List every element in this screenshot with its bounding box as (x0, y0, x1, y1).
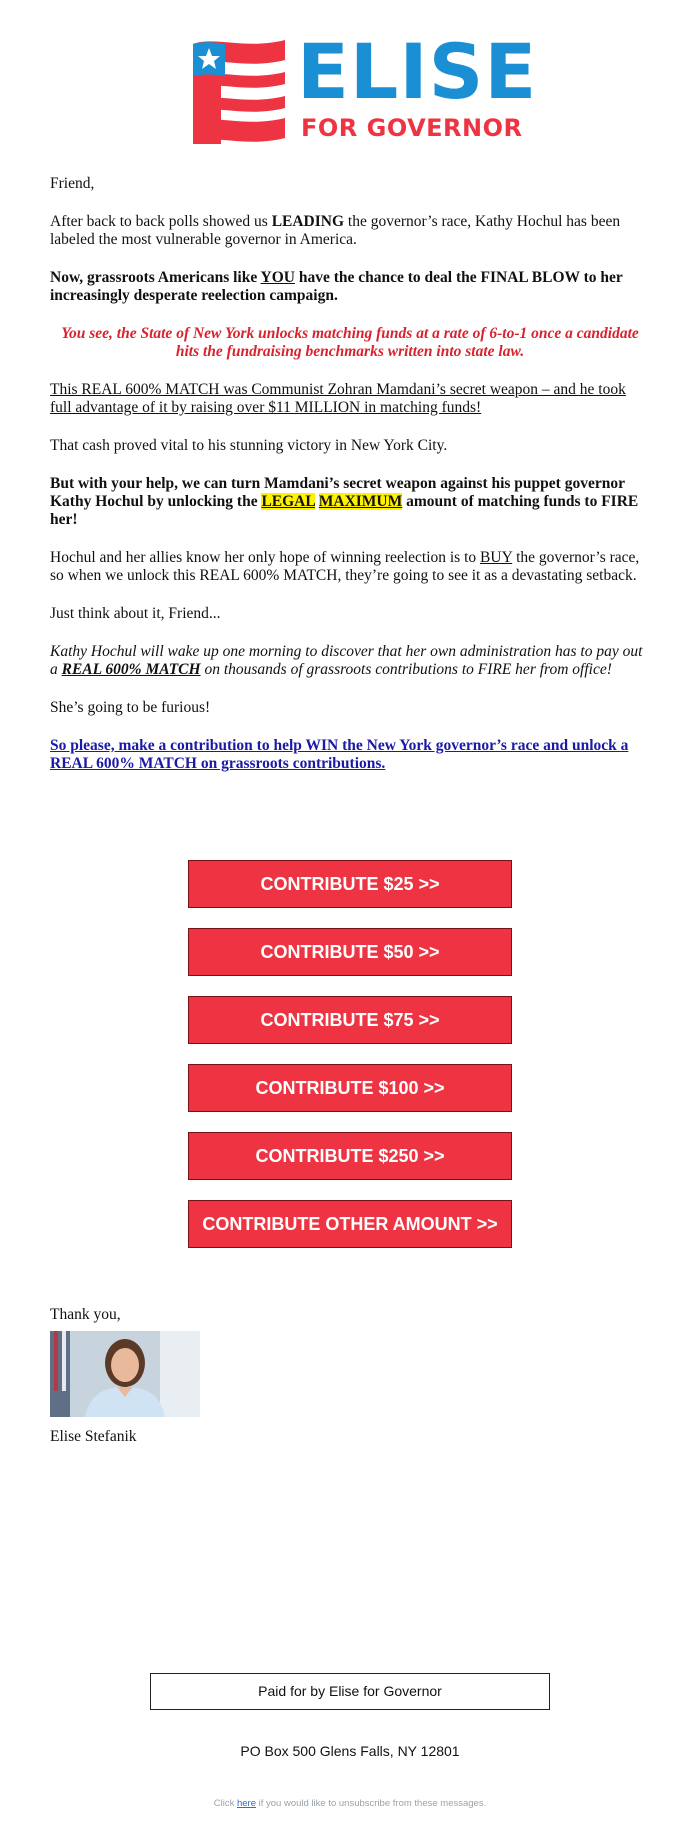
text-run: Click (213, 1798, 237, 1809)
paragraph-matching-funds: You see, the State of New York unlocks matching funds at a rate of 6-to-1 once a candidate hits the fundraising benchmarks written into state law. (61, 325, 639, 360)
flag-e-icon (185, 34, 295, 148)
paragraph-leading (50, 213, 650, 249)
paragraph-buy (50, 549, 650, 585)
unsubscribe-line (0, 1798, 700, 1810)
paragraph-mamdani: This REAL 600% MATCH was Communist Zohran Mamdani’s secret weapon – and he took full advantage of it by raising over $11 MILLION in matching funds! (50, 381, 626, 416)
maximum-highlight: MAXIMUM (318, 493, 403, 510)
contribute-250-button[interactable]: CONTRIBUTE $250 >> (188, 1132, 512, 1180)
text-run: amount of matching funds to FIRE her! (50, 493, 639, 528)
paragraph-victory: That cash proved vital to his stunning victory in New York City. (50, 437, 448, 454)
contribute-other-button[interactable]: CONTRIBUTE OTHER AMOUNT >> (188, 1200, 512, 1248)
signature: Elise Stefanik (50, 1428, 137, 1445)
portrait-icon (50, 1331, 200, 1417)
logo-name: ELISE (297, 27, 538, 116)
text-run: Hochul and her allies know her only hope of winning reelection is to (50, 549, 481, 566)
buy-underline: BUY (480, 549, 513, 566)
mailing-address: PO Box 500 Glens Falls, NY 12801 (240, 1743, 460, 1759)
text-run: have the chance to deal the FINAL BLOW to her increasingly desperate reelection campaign. (50, 269, 623, 304)
unsubscribe-link[interactable]: here (236, 1798, 256, 1809)
text-run: Kathy Hochul will wake up one morning to discover that her own administration has to pay out a (50, 643, 643, 678)
candidate-photo (50, 1331, 200, 1417)
contribute-75-button[interactable]: CONTRIBUTE $75 >> (188, 996, 512, 1044)
closing-thanks: Thank you, (50, 1306, 121, 1323)
contribute-25-button[interactable]: CONTRIBUTE $25 >> (188, 860, 512, 908)
paragraph-wake-up (50, 643, 650, 679)
paragraph-think: Just think about it, Friend... (50, 605, 221, 622)
text-run: if you would like to unsubscribe from these messages. (256, 1798, 487, 1809)
you-underline: YOU (260, 269, 295, 286)
paragraph-secret-weapon (50, 475, 650, 529)
paragraph-furious: She’s going to be furious! (50, 699, 211, 716)
contribute-100-button[interactable]: CONTRIBUTE $100 >> (188, 1064, 512, 1112)
text-run: But with your help, we can turn Mamdani’s secret weapon against his puppet governor Kathy Hochul by unlocking the (50, 475, 625, 510)
paragraph-cta (50, 737, 650, 773)
text-run: Now, grassroots Americans like (50, 269, 261, 286)
contribute-50-button[interactable]: CONTRIBUTE $50 >> (188, 928, 512, 976)
paragraph-final-blow (50, 269, 650, 305)
text-run: After back to back polls showed us (50, 213, 272, 230)
text-run: the governor’s race, so when we unlock this REAL 600% MATCH, they’re going to see it as a devastating setback. (50, 549, 640, 584)
legal-highlight: LEGAL (261, 493, 315, 510)
leading-bold: LEADING (271, 213, 345, 230)
letter-body (50, 175, 650, 793)
text-run: on thousands of grassroots contributions to FIRE her from office! (200, 661, 612, 678)
campaign-logo[interactable] (185, 27, 538, 148)
logo-tagline: FOR GOVERNOR (301, 114, 523, 142)
greeting: Friend, (50, 175, 95, 192)
contribute-cta-link[interactable]: So please, make a contribution to help WIN the New York governor’s race and unlock a REAL 600% MATCH on grassroots contributions. (50, 737, 629, 772)
text-run: the governor’s race, Kathy Hochul has been labeled the most vulnerable governor in America. (50, 213, 621, 248)
paid-for-disclaimer: Paid for by Elise for Governor (150, 1673, 550, 1710)
match-bold: REAL 600% MATCH (61, 661, 201, 678)
